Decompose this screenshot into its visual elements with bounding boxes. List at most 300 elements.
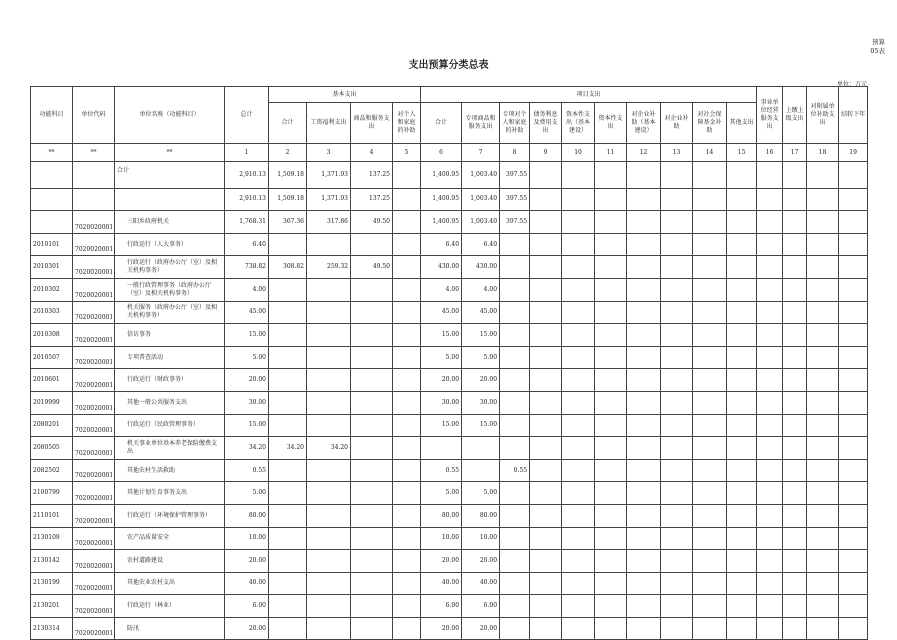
empty-cell bbox=[627, 595, 661, 618]
unit-name-cell: 机关服务（政府办公厅（室）及相关机构事务） bbox=[115, 301, 225, 324]
empty-cell bbox=[757, 414, 783, 437]
empty-cell bbox=[530, 369, 562, 392]
empty-cell bbox=[661, 324, 693, 347]
amount-cell bbox=[269, 459, 307, 482]
empty-cell bbox=[627, 301, 661, 324]
empty-cell bbox=[757, 437, 783, 460]
amount-cell bbox=[393, 211, 421, 234]
empty-cell bbox=[530, 617, 562, 640]
empty-cell bbox=[727, 617, 757, 640]
amount-cell bbox=[269, 414, 307, 437]
empty-cell bbox=[562, 572, 595, 595]
amount-cell: 5.00 bbox=[462, 482, 500, 505]
amount-cell bbox=[351, 595, 393, 618]
empty-cell bbox=[839, 437, 868, 460]
table-row bbox=[31, 278, 868, 301]
amount-cell: 5.00 bbox=[421, 346, 462, 369]
empty-cell bbox=[757, 459, 783, 482]
amount-cell: 317.86 bbox=[307, 211, 351, 234]
unit-code-cell bbox=[73, 162, 115, 189]
unit-name-cell: 合计 bbox=[115, 162, 225, 189]
amount-cell: 15.00 bbox=[225, 414, 269, 437]
table-row bbox=[31, 369, 868, 392]
amount-cell bbox=[351, 346, 393, 369]
amount-cell: 5.00 bbox=[225, 482, 269, 505]
unit-code-cell: 7020020001 bbox=[73, 595, 115, 618]
amount-cell bbox=[351, 437, 393, 460]
unit-name-cell: 其他一般公共服务支出 bbox=[115, 391, 225, 414]
empty-cell bbox=[839, 278, 868, 301]
amount-cell bbox=[307, 572, 351, 595]
unit-name-cell: 专项普查活动 bbox=[115, 346, 225, 369]
amount-cell bbox=[393, 550, 421, 573]
func-code-cell: 2010308 bbox=[31, 324, 73, 347]
amount-cell bbox=[307, 504, 351, 527]
empty-cell bbox=[839, 233, 868, 256]
index-cell: 16 bbox=[757, 144, 783, 162]
empty-cell bbox=[757, 256, 783, 279]
amount-cell bbox=[269, 346, 307, 369]
amount-cell bbox=[351, 233, 393, 256]
unit-code-cell: 7020020001 bbox=[73, 414, 115, 437]
unit-name-cell: 行政运行（政府办公厅（室）及相关机构事务） bbox=[115, 256, 225, 279]
header-basic-col: 对个人和家庭的补助 bbox=[393, 103, 421, 144]
amount-cell bbox=[351, 369, 393, 392]
empty-cell bbox=[661, 278, 693, 301]
empty-cell bbox=[757, 233, 783, 256]
header-project-col: 专项商品和服务支出 bbox=[462, 103, 500, 144]
table-row bbox=[31, 324, 868, 347]
header-tail-col: 事业单位经营服务支出 bbox=[757, 87, 783, 144]
amount-cell bbox=[351, 391, 393, 414]
amount-cell: 4.00 bbox=[462, 278, 500, 301]
index-row bbox=[31, 144, 868, 162]
unit-label: 单位：万元 bbox=[836, 81, 867, 88]
amount-cell: 397.55 bbox=[500, 211, 530, 234]
amount-cell bbox=[393, 504, 421, 527]
amount-cell bbox=[269, 278, 307, 301]
empty-cell bbox=[693, 482, 727, 505]
empty-cell bbox=[783, 572, 807, 595]
empty-cell bbox=[661, 527, 693, 550]
empty-cell bbox=[530, 459, 562, 482]
empty-cell bbox=[661, 391, 693, 414]
empty-cell bbox=[839, 324, 868, 347]
amount-cell bbox=[351, 504, 393, 527]
amount-cell bbox=[393, 572, 421, 595]
empty-cell bbox=[783, 527, 807, 550]
header-tail-col: 结转下年 bbox=[839, 87, 868, 144]
amount-cell bbox=[351, 482, 393, 505]
empty-cell bbox=[807, 278, 839, 301]
amount-cell: 20.00 bbox=[421, 550, 462, 573]
empty-cell bbox=[783, 414, 807, 437]
empty-cell bbox=[627, 414, 661, 437]
table-row bbox=[31, 301, 868, 324]
amount-cell bbox=[393, 346, 421, 369]
empty-cell bbox=[661, 369, 693, 392]
empty-cell bbox=[530, 162, 562, 189]
empty-cell bbox=[839, 211, 868, 234]
amount-cell: 397.55 bbox=[500, 162, 530, 189]
budget-table bbox=[30, 86, 868, 640]
amount-cell bbox=[393, 595, 421, 618]
empty-cell bbox=[562, 256, 595, 279]
unit-name-cell: 其他计划生育事务支出 bbox=[115, 482, 225, 505]
unit-code-cell: 7020020001 bbox=[73, 369, 115, 392]
table-row bbox=[31, 233, 868, 256]
empty-cell bbox=[807, 256, 839, 279]
index-cell: 8 bbox=[500, 144, 530, 162]
func-code-cell: 2080201 bbox=[31, 414, 73, 437]
unit-name-cell: 行政运行（人大事务） bbox=[115, 233, 225, 256]
empty-cell bbox=[627, 617, 661, 640]
amount-cell bbox=[500, 278, 530, 301]
empty-cell bbox=[661, 550, 693, 573]
amount-cell bbox=[462, 459, 500, 482]
amount-cell: 49.50 bbox=[351, 256, 393, 279]
amount-cell bbox=[307, 301, 351, 324]
amount-cell bbox=[269, 301, 307, 324]
empty-cell bbox=[562, 617, 595, 640]
empty-cell bbox=[807, 346, 839, 369]
empty-cell bbox=[693, 211, 727, 234]
empty-cell bbox=[562, 346, 595, 369]
unit-code-cell: 7020020001 bbox=[73, 482, 115, 505]
index-cell: ** bbox=[31, 144, 73, 162]
amount-cell: 10.00 bbox=[462, 527, 500, 550]
empty-cell bbox=[595, 391, 627, 414]
header-tail-col: 对附属单位补助支出 bbox=[807, 87, 839, 144]
amount-cell: 20.00 bbox=[421, 617, 462, 640]
amount-cell: 430.00 bbox=[462, 256, 500, 279]
amount-cell: 1,003.40 bbox=[462, 211, 500, 234]
amount-cell: 6.00 bbox=[462, 595, 500, 618]
empty-cell bbox=[727, 595, 757, 618]
amount-cell bbox=[351, 414, 393, 437]
amount-cell: 34.20 bbox=[225, 437, 269, 460]
table-row bbox=[31, 188, 868, 211]
amount-cell: 6.00 bbox=[225, 595, 269, 618]
empty-cell bbox=[727, 414, 757, 437]
amount-cell bbox=[500, 482, 530, 505]
index-cell: 4 bbox=[351, 144, 393, 162]
empty-cell bbox=[807, 617, 839, 640]
func-code-cell bbox=[31, 211, 73, 234]
header-project-col: 债务利息及费用支出 bbox=[530, 103, 562, 144]
amount-cell: 49.50 bbox=[351, 211, 393, 234]
empty-cell bbox=[530, 437, 562, 460]
func-code-cell: 2130314 bbox=[31, 617, 73, 640]
amount-cell bbox=[393, 324, 421, 347]
header-project-col: 资本性支出（基本建设） bbox=[562, 103, 595, 144]
amount-cell: 20.00 bbox=[462, 369, 500, 392]
amount-cell bbox=[351, 301, 393, 324]
empty-cell bbox=[727, 301, 757, 324]
empty-cell bbox=[727, 550, 757, 573]
index-cell: 1 bbox=[225, 144, 269, 162]
empty-cell bbox=[595, 527, 627, 550]
amount-cell: 15.00 bbox=[462, 324, 500, 347]
empty-cell bbox=[627, 324, 661, 347]
amount-cell bbox=[351, 572, 393, 595]
empty-cell bbox=[530, 256, 562, 279]
header-project-group: 项目支出 bbox=[421, 87, 757, 103]
amount-cell: 80.00 bbox=[225, 504, 269, 527]
amount-cell bbox=[307, 617, 351, 640]
empty-cell bbox=[757, 572, 783, 595]
amount-cell: 20.00 bbox=[225, 550, 269, 573]
unit-code-cell: 7020020001 bbox=[73, 346, 115, 369]
empty-cell bbox=[595, 572, 627, 595]
report-number: 预算05表 bbox=[870, 38, 885, 55]
empty-cell bbox=[693, 391, 727, 414]
unit-code-cell: 7020020001 bbox=[73, 391, 115, 414]
empty-cell bbox=[727, 527, 757, 550]
empty-cell bbox=[757, 595, 783, 618]
empty-cell bbox=[783, 369, 807, 392]
amount-cell bbox=[307, 391, 351, 414]
empty-cell bbox=[727, 162, 757, 189]
empty-cell bbox=[807, 437, 839, 460]
page-title: 支出预算分类总表 bbox=[408, 60, 489, 71]
empty-cell bbox=[661, 346, 693, 369]
amount-cell: 0.55 bbox=[421, 459, 462, 482]
table-row bbox=[31, 482, 868, 505]
unit-name-cell bbox=[115, 188, 225, 211]
amount-cell: 40.00 bbox=[421, 572, 462, 595]
amount-cell bbox=[393, 256, 421, 279]
index-cell: 11 bbox=[595, 144, 627, 162]
amount-cell: 20.00 bbox=[421, 369, 462, 392]
empty-cell bbox=[839, 188, 868, 211]
empty-cell bbox=[783, 437, 807, 460]
func-code-cell: 2010301 bbox=[31, 256, 73, 279]
amount-cell bbox=[500, 550, 530, 573]
func-code-cell: 2080505 bbox=[31, 437, 73, 460]
empty-cell bbox=[562, 301, 595, 324]
amount-cell: 137.25 bbox=[351, 162, 393, 189]
empty-cell bbox=[807, 482, 839, 505]
index-cell: ** bbox=[115, 144, 225, 162]
empty-cell bbox=[562, 233, 595, 256]
empty-cell bbox=[693, 346, 727, 369]
table-body bbox=[31, 162, 868, 640]
empty-cell bbox=[693, 527, 727, 550]
header-func-code: 功能科目 bbox=[31, 87, 73, 144]
table-row bbox=[31, 162, 868, 189]
empty-cell bbox=[727, 459, 757, 482]
amount-cell bbox=[500, 391, 530, 414]
amount-cell bbox=[269, 482, 307, 505]
header-basic-group: 基本支出 bbox=[269, 87, 421, 103]
amount-cell: 1,509.18 bbox=[269, 188, 307, 211]
empty-cell bbox=[627, 550, 661, 573]
amount-cell: 10.00 bbox=[225, 527, 269, 550]
empty-cell bbox=[627, 278, 661, 301]
empty-cell bbox=[727, 504, 757, 527]
empty-cell bbox=[757, 504, 783, 527]
index-cell: 3 bbox=[307, 144, 351, 162]
amount-cell bbox=[307, 278, 351, 301]
amount-cell: 80.00 bbox=[421, 504, 462, 527]
amount-cell bbox=[351, 278, 393, 301]
empty-cell bbox=[727, 437, 757, 460]
table-row bbox=[31, 211, 868, 234]
empty-cell bbox=[783, 211, 807, 234]
empty-cell bbox=[661, 233, 693, 256]
amount-cell: 1,400.95 bbox=[421, 188, 462, 211]
empty-cell bbox=[693, 301, 727, 324]
empty-cell bbox=[727, 369, 757, 392]
empty-cell bbox=[530, 482, 562, 505]
empty-cell bbox=[595, 188, 627, 211]
amount-cell: 20.00 bbox=[225, 617, 269, 640]
empty-cell bbox=[693, 617, 727, 640]
empty-cell bbox=[727, 256, 757, 279]
empty-cell bbox=[783, 346, 807, 369]
amount-cell bbox=[393, 369, 421, 392]
empty-cell bbox=[530, 324, 562, 347]
empty-cell bbox=[693, 595, 727, 618]
empty-cell bbox=[693, 369, 727, 392]
empty-cell bbox=[661, 504, 693, 527]
index-cell: 17 bbox=[783, 144, 807, 162]
empty-cell bbox=[783, 233, 807, 256]
empty-cell bbox=[727, 211, 757, 234]
func-code-cell: 2130109 bbox=[31, 527, 73, 550]
empty-cell bbox=[562, 369, 595, 392]
empty-cell bbox=[807, 459, 839, 482]
table-row bbox=[31, 414, 868, 437]
empty-cell bbox=[693, 162, 727, 189]
empty-cell bbox=[562, 527, 595, 550]
empty-cell bbox=[727, 572, 757, 595]
empty-cell bbox=[807, 595, 839, 618]
amount-cell: 5.00 bbox=[225, 346, 269, 369]
amount-cell: 0.55 bbox=[225, 459, 269, 482]
empty-cell bbox=[627, 504, 661, 527]
empty-cell bbox=[727, 324, 757, 347]
empty-cell bbox=[627, 437, 661, 460]
unit-name-cell: 一般行政管理事务（政府办公厅（室）及相关机构事务） bbox=[115, 278, 225, 301]
table-row bbox=[31, 550, 868, 573]
amount-cell bbox=[351, 550, 393, 573]
amount-cell bbox=[393, 437, 421, 460]
table-row bbox=[31, 617, 868, 640]
amount-cell bbox=[269, 550, 307, 573]
empty-cell bbox=[807, 527, 839, 550]
empty-cell bbox=[530, 595, 562, 618]
amount-cell bbox=[393, 233, 421, 256]
amount-cell bbox=[393, 162, 421, 189]
empty-cell bbox=[807, 550, 839, 573]
amount-cell: 2,910.13 bbox=[225, 188, 269, 211]
amount-cell: 15.00 bbox=[225, 324, 269, 347]
empty-cell bbox=[693, 437, 727, 460]
empty-cell bbox=[562, 595, 595, 618]
empty-cell bbox=[562, 504, 595, 527]
index-cell: 7 bbox=[462, 144, 500, 162]
func-code-cell: 2130142 bbox=[31, 550, 73, 573]
amount-cell: 10.00 bbox=[421, 527, 462, 550]
empty-cell bbox=[807, 188, 839, 211]
index-cell: 18 bbox=[807, 144, 839, 162]
empty-cell bbox=[839, 369, 868, 392]
amount-cell bbox=[500, 346, 530, 369]
amount-cell: 367.36 bbox=[269, 211, 307, 234]
empty-cell bbox=[757, 527, 783, 550]
amount-cell: 6.40 bbox=[421, 233, 462, 256]
amount-cell: 45.00 bbox=[225, 301, 269, 324]
header-project-col: 资本性支出 bbox=[595, 103, 627, 144]
func-code-cell bbox=[31, 188, 73, 211]
empty-cell bbox=[562, 459, 595, 482]
amount-cell: 1,371.93 bbox=[307, 162, 351, 189]
empty-cell bbox=[627, 482, 661, 505]
header-project-col: 合计 bbox=[421, 103, 462, 144]
amount-cell bbox=[500, 324, 530, 347]
unit-name-cell: 行政运行（环境保护管理事务） bbox=[115, 504, 225, 527]
empty-cell bbox=[661, 414, 693, 437]
amount-cell bbox=[393, 527, 421, 550]
empty-cell bbox=[627, 346, 661, 369]
empty-cell bbox=[757, 162, 783, 189]
empty-cell bbox=[595, 437, 627, 460]
empty-cell bbox=[807, 504, 839, 527]
amount-cell bbox=[500, 437, 530, 460]
amount-cell: 15.00 bbox=[421, 324, 462, 347]
amount-cell bbox=[307, 595, 351, 618]
amount-cell: 2,910.13 bbox=[225, 162, 269, 189]
empty-cell bbox=[627, 211, 661, 234]
amount-cell bbox=[500, 369, 530, 392]
amount-cell bbox=[393, 278, 421, 301]
empty-cell bbox=[783, 459, 807, 482]
amount-cell: 430.00 bbox=[421, 256, 462, 279]
amount-cell bbox=[307, 482, 351, 505]
header-project-col: 其他支出 bbox=[727, 103, 757, 144]
empty-cell bbox=[627, 233, 661, 256]
amount-cell bbox=[351, 459, 393, 482]
amount-cell: 15.00 bbox=[421, 414, 462, 437]
amount-cell bbox=[393, 459, 421, 482]
empty-cell bbox=[562, 391, 595, 414]
unit-code-cell: 7020020001 bbox=[73, 550, 115, 573]
unit-name-cell: 农村道路建设 bbox=[115, 550, 225, 573]
empty-cell bbox=[530, 346, 562, 369]
empty-cell bbox=[839, 482, 868, 505]
empty-cell bbox=[627, 188, 661, 211]
empty-cell bbox=[783, 324, 807, 347]
empty-cell bbox=[661, 595, 693, 618]
empty-cell bbox=[530, 414, 562, 437]
empty-cell bbox=[595, 459, 627, 482]
empty-cell bbox=[807, 211, 839, 234]
amount-cell: 80.00 bbox=[462, 504, 500, 527]
empty-cell bbox=[807, 414, 839, 437]
empty-cell bbox=[562, 324, 595, 347]
empty-cell bbox=[562, 550, 595, 573]
unit-code-cell: 7020020001 bbox=[73, 617, 115, 640]
amount-cell bbox=[462, 437, 500, 460]
empty-cell bbox=[839, 572, 868, 595]
empty-cell bbox=[783, 595, 807, 618]
empty-cell bbox=[595, 595, 627, 618]
unit-code-cell: 7020020001 bbox=[73, 527, 115, 550]
func-code-cell: 2010601 bbox=[31, 369, 73, 392]
empty-cell bbox=[693, 459, 727, 482]
